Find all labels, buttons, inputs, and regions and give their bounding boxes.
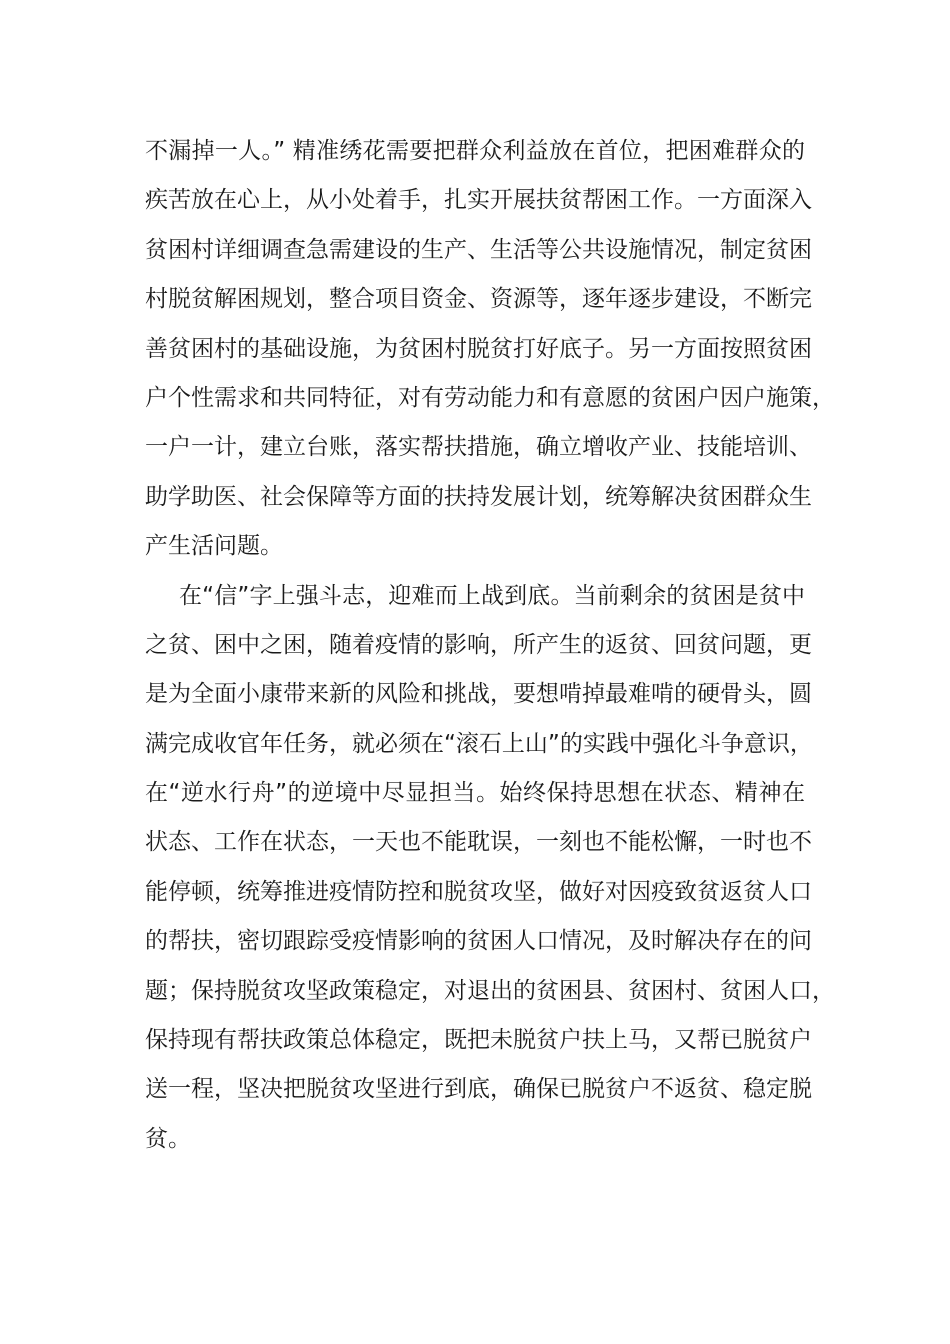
paragraph-1 [145, 127, 835, 572]
text-line: 贫。 [145, 1125, 191, 1152]
paragraph-2 [145, 572, 835, 1165]
text-line: 善贫困村的基础设施，为贫困村脱贫打好底子。另一方面按照贫困 [145, 335, 812, 362]
document-body [145, 127, 835, 1164]
text-line: 题；保持脱贫攻坚政策稳定，对退出的贫困县、贫困村、贫困人口， [145, 977, 835, 1004]
text-line: 贫困村详细调查急需建设的生产、生活等公共设施情况，制定贫困 [145, 236, 812, 263]
text-line: 之贫、困中之困，随着疫情的影响，所产生的返贫、回贫问题，更 [145, 631, 812, 658]
text-line: 送一程，坚决把脱贫攻坚进行到底，确保已脱贫户不返贫、稳定脱 [145, 1076, 812, 1103]
text-line: 助学助医、社会保障等方面的扶持发展计划，统筹解决贫困群众生 [145, 483, 812, 510]
text-line: 疾苦放在心上，从小处着手，扎实开展扶贫帮困工作。一方面深入 [145, 187, 812, 214]
text-line: 保持现有帮扶政策总体稳定，既把未脱贫户扶上马，又帮已脱贫户 [145, 1027, 812, 1054]
text-line: 产生活问题。 [145, 533, 283, 560]
text-line: 在“信”字上强斗志，迎难而上战到底。当前剩余的贫困是贫中 [179, 582, 805, 609]
text-line: 户个性需求和共同特征，对有劳动能力和有意愿的贫困户因户施策， [145, 384, 835, 411]
text-line: 在“逆水行舟”的逆境中尽显担当。始终保持思想在状态、精神在 [145, 780, 805, 807]
text-line: 是为全面小康带来新的风险和挑战，要想啃掉最难啃的硬骨头，圆 [145, 681, 812, 708]
text-line: 不漏掉一人。” 精准绣花需要把群众利益放在首位，把困难群众的 [145, 138, 805, 164]
text-line: 一户一计，建立台账，落实帮扶措施，确立增收产业、技能培训、 [145, 434, 812, 461]
text-line: 状态、工作在状态，一天也不能耽误，一刻也不能松懈，一时也不 [145, 829, 812, 856]
text-line: 能停顿，统筹推进疫情防控和脱贫攻坚，做好对因疫致贫返贫人口 [145, 878, 812, 905]
text-line: 村脱贫解困规划，整合项目资金、资源等，逐年逐步建设，不断完 [145, 286, 812, 313]
text-line: 的帮扶，密切跟踪受疫情影响的贫困人口情况，及时解决存在的问 [145, 928, 812, 955]
text-line: 满完成收官年任务，就必须在“滚石上山”的实践中强化斗争意识， [145, 730, 813, 757]
